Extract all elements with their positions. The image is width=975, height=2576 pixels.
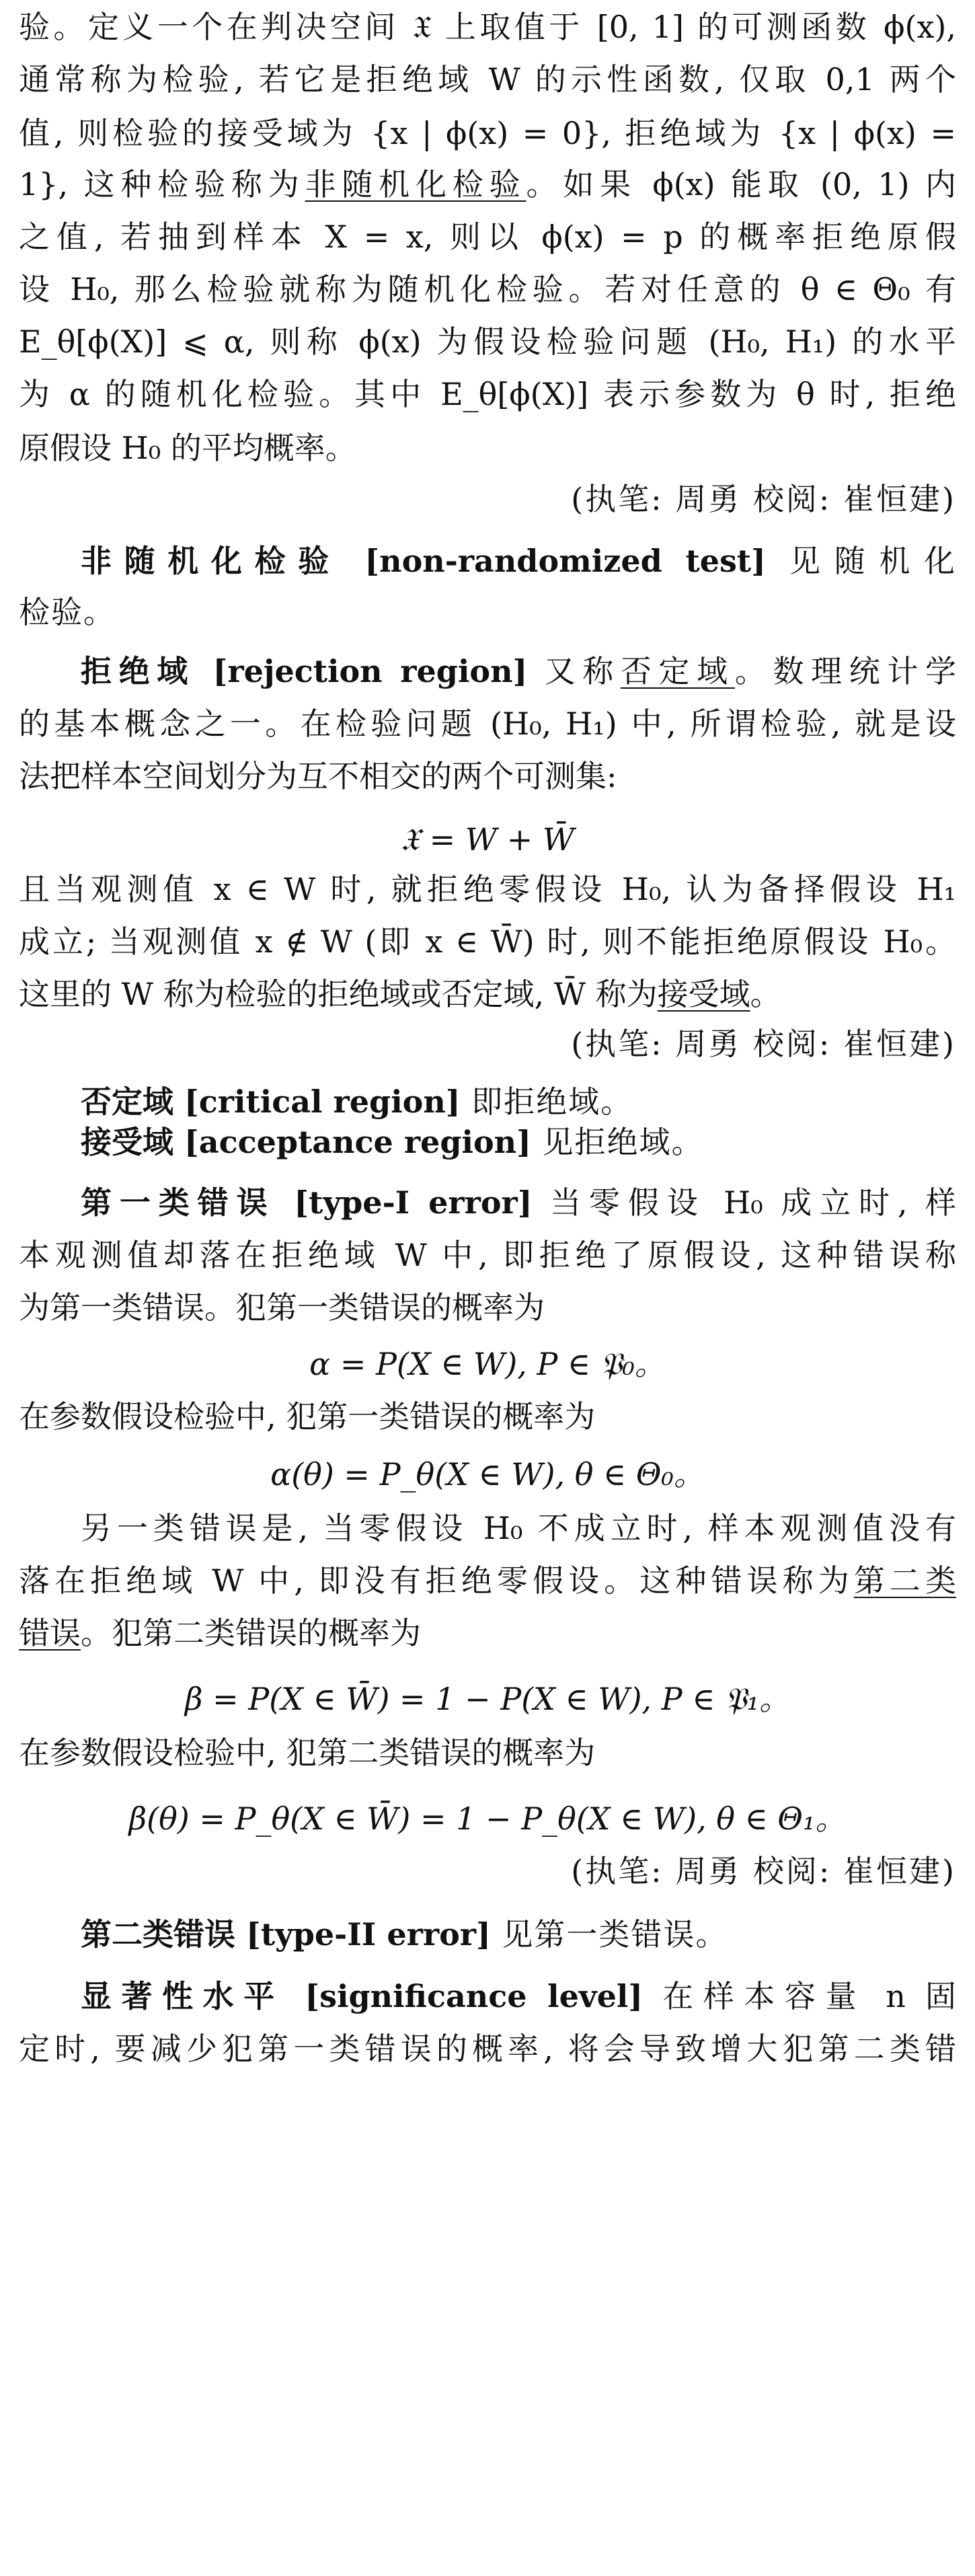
entry-heading-line [19, 1914, 956, 1955]
entry-english-term: [rejection region] [194, 653, 528, 689]
text-line [19, 1733, 956, 1773]
signature-line [19, 479, 956, 519]
text-line [19, 269, 956, 309]
formula [19, 1454, 956, 1494]
text-span: 𝔛 = W + W̄ [400, 821, 575, 858]
text-span: 验。定义一个在判决空间 𝔛 上取值于 [0, 1] 的可测函数 ϕ(x), [19, 9, 956, 45]
text-span: 之值, 若抽到样本 X = x, 则以 ϕ(x) = p 的概率拒绝原假 [19, 219, 956, 255]
cross-reference-link: 第二类 [853, 1562, 956, 1599]
text-span: 成立; 当观测值 x ∉ W (即 x ∈ W̄) 时, 则不能拒绝原假设 H₀。 [19, 923, 956, 960]
text-line [19, 7, 956, 47]
text-line [19, 921, 956, 962]
text-span: 。如果 ϕ(x) 能取 (0, 1) 内 [526, 166, 957, 202]
entry-heading-line [19, 541, 956, 581]
text-span: (执笔: 周勇 校阅: 崔恒建) [571, 1026, 956, 1062]
text-line [19, 374, 956, 414]
entry-heading-line [19, 1182, 956, 1223]
text-line [19, 321, 956, 362]
entry-heading-line [19, 1122, 956, 1162]
text-span: 这里的 W 称为检验的拒绝域或否定域, W̄ 称为 [19, 976, 658, 1012]
signature-line [19, 1024, 956, 1064]
text-line [19, 2029, 956, 2069]
text-line [19, 59, 956, 100]
text-span: 。犯第二类错误的概率为 [81, 1615, 421, 1651]
entry-english-term: [type-II error] [235, 1916, 491, 1953]
text-line [19, 1396, 956, 1437]
text-span: 1}, 这种检验称为 [19, 166, 305, 202]
text-line [19, 164, 956, 204]
text-span: 为第一类错误。犯第一类错误的概率为 [19, 1289, 545, 1326]
see-reference: 见拒绝域。 [531, 1124, 704, 1160]
see-reference: 即拒绝域。 [460, 1084, 633, 1120]
entry-heading-line [19, 1976, 956, 2016]
text-line [19, 1235, 956, 1275]
text-line [19, 756, 956, 796]
text-span: E_θ[ϕ(X)] ⩽ α, 则称 ϕ(x) 为假设检验问题 (H₀, H₁) 的水平 [19, 324, 956, 360]
entry-english-term: [type-I error] [275, 1184, 533, 1221]
formula [19, 819, 956, 860]
entry-term: 拒绝域 [81, 653, 195, 689]
text-line [19, 592, 956, 632]
text-span: 值, 则检验的接受域为 {x | ϕ(x) = 0}, 拒绝域为 {x | ϕ(x) = [19, 115, 956, 151]
see-reference: 见随机化 [765, 543, 956, 579]
text-line [19, 217, 956, 257]
cross-reference-link: 否定域 [620, 653, 735, 689]
text-span: β(θ) = P_θ(X ∈ W̄) = 1 − P_θ(X ∈ W), θ ∈ Θ₁。 [128, 1801, 847, 1837]
text-line [19, 428, 956, 468]
text-span: (执笔: 周勇 校阅: 崔恒建) [571, 1853, 956, 1889]
text-span: β = P(X ∈ W̄) = 1 − P(X ∈ W), P ∈ 𝔓₁。 [184, 1681, 791, 1717]
entry-english-term: [non-randomized test] [341, 543, 766, 579]
see-reference: 见第一类错误。 [490, 1916, 728, 1953]
formula [19, 1344, 956, 1384]
entry-term: 第二类错误 [81, 1916, 235, 1953]
see-reference: 检验。 [19, 594, 116, 630]
entry-heading-line [19, 1082, 956, 1122]
entry-term: 第一类错误 [81, 1184, 276, 1221]
text-line [19, 974, 956, 1014]
formula [19, 1798, 956, 1839]
text-span: 另一类错误是, 当零假设 H₀ 不成立时, 样本观测值没有 [81, 1510, 956, 1546]
text-span: (执笔: 周勇 校阅: 崔恒建) [571, 481, 956, 517]
text-span: 且当观测值 x ∈ W 时, 就拒绝零假设 H₀, 认为备择假设 H₁ [19, 871, 956, 907]
text-span: α(θ) = P_θ(X ∈ W), θ ∈ Θ₀。 [270, 1456, 705, 1492]
text-span: 在参数假设检验中, 犯第一类错误的概率为 [19, 1398, 596, 1435]
text-span: 又称 [527, 653, 621, 689]
text-span: 落在拒绝域 W 中, 即没有拒绝零假设。这种错误称为 [19, 1562, 854, 1599]
text-line [19, 1287, 956, 1328]
entry-english-term: [significance level] [284, 1978, 644, 2014]
entry-english-term: [critical region] [173, 1084, 461, 1120]
text-span: 的基本概念之一。在检验问题 (H₀, H₁) 中, 所谓检验, 就是设 [19, 706, 956, 742]
text-span: 设 H₀, 那么检验就称为随机化检验。若对任意的 θ ∈ Θ₀ 有 [19, 271, 956, 307]
entry-heading-line [19, 651, 956, 691]
text-span: 法把样本空间划分为互不相交的两个可测集: [19, 758, 617, 794]
text-span: 。数理统计学 [734, 653, 957, 689]
text-span: 在样本容量 n 固 [643, 1978, 956, 2014]
signature-line [19, 1851, 956, 1891]
text-span: 通常称为检验, 若它是拒绝域 W 的示性函数, 仅取 0,1 两个 [19, 61, 956, 98]
text-line [19, 1613, 956, 1653]
entry-term: 显著性水平 [81, 1978, 284, 2014]
text-line [19, 704, 956, 744]
text-span: 。 [750, 976, 781, 1012]
text-line [19, 1508, 956, 1548]
entry-term: 非随机化检验 [81, 543, 342, 579]
text-span: 在参数假设检验中, 犯第二类错误的概率为 [19, 1735, 596, 1771]
text-line [19, 1560, 956, 1601]
text-span: 当零假设 H₀ 成立时, 样 [532, 1184, 957, 1221]
cross-reference-link: 接受域 [657, 976, 750, 1012]
cross-reference-link: 非随机化检验 [305, 166, 526, 202]
entry-term: 接受域 [81, 1124, 173, 1160]
entry-term: 否定域 [81, 1084, 173, 1120]
text-span: 本观测值却落在拒绝域 W 中, 即拒绝了原假设, 这种错误称 [19, 1237, 956, 1273]
text-span: 定时, 要减少犯第一类错误的概率, 将会导致增大犯第二类错 [19, 2031, 956, 2067]
text-span: 原假设 H₀ 的平均概率。 [19, 430, 356, 466]
cross-reference-link: 错误 [19, 1615, 81, 1651]
formula [19, 1679, 956, 1719]
entry-english-term: [acceptance region] [173, 1124, 531, 1160]
text-line [19, 869, 956, 909]
text-span: α = P(X ∈ W), P ∈ 𝔓₀。 [309, 1346, 666, 1382]
text-line [19, 113, 956, 153]
text-span: 为 α 的随机化检验。其中 E_θ[ϕ(X)] 表示参数为 θ 时, 拒绝 [19, 376, 956, 412]
